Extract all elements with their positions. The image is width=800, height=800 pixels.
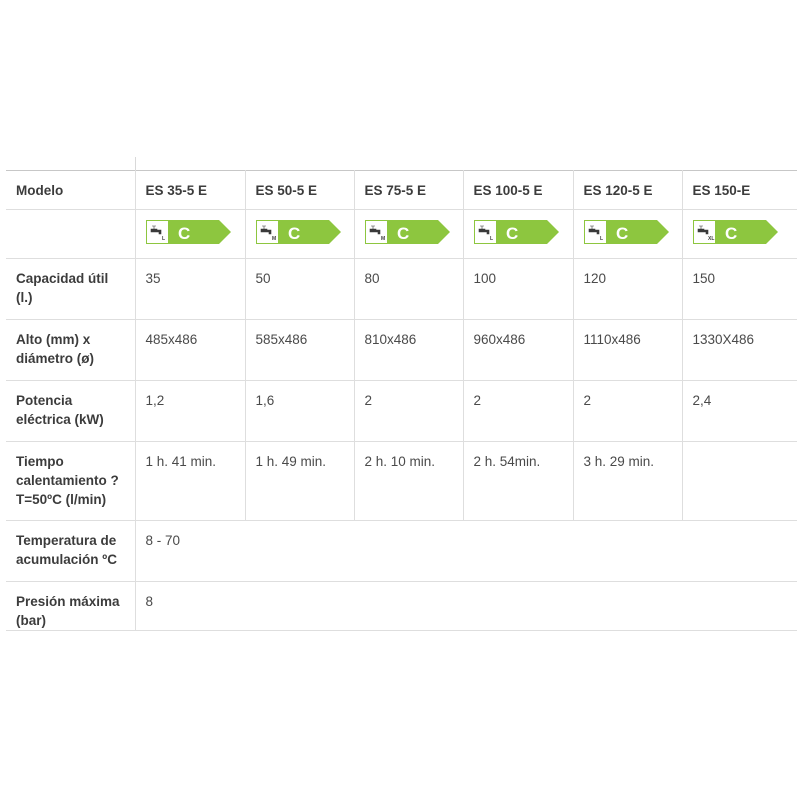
energy-class-letter: C [505,224,518,243]
column-header: ES 50-5 E [245,171,354,210]
table-cell: 35 [135,259,245,320]
spec-table [6,170,797,631]
table-cell: 1,6 [245,381,354,442]
tap-size-label: M [380,236,385,242]
energy-class-letter: C [724,224,737,243]
energy-cell [682,210,797,259]
table-cell: 1 h. 49 min. [245,442,354,521]
energy-cell [354,210,463,259]
energy-cell [573,210,682,259]
merged-value-cell: 8 [135,582,797,631]
header-label-modelo: Modelo [6,171,135,210]
table-cell: 150 [682,259,797,320]
energy-class-badge [365,220,451,244]
storage-temperature-row [6,521,797,582]
energy-label-row [6,210,797,259]
row-label-heating-time: Tiempo calentamiento ?T=50ºC (l/min) [6,442,135,521]
table-cell: 1330X486 [682,320,797,381]
energy-class-badge [474,220,560,244]
table-cell: 3 h. 29 min. [573,442,682,521]
row-label-dimensions: Alto (mm) x diámetro (ø) [6,320,135,381]
table-cell: 585x486 [245,320,354,381]
table-cell: 960x486 [463,320,573,381]
row-label-max-pressure: Presión máxima (bar) [6,582,135,631]
table-cell: 810x486 [354,320,463,381]
tap-size-label: L [161,236,165,242]
tap-size-label: L [489,236,493,242]
table-cell: 2 h. 10 min. [354,442,463,521]
max-pressure-row [6,582,797,631]
table-cell: 2 [463,381,573,442]
energy-class-letter: C [177,224,190,243]
table-cell: 1 h. 41 min. [135,442,245,521]
energy-class-badge [146,220,232,244]
energy-label-empty-cell [6,210,135,259]
tap-size-label: L [599,236,603,242]
heating-time-row [6,442,797,521]
row-label-capacity: Capacidad útil (l.) [6,259,135,320]
table-cell: 2 [573,381,682,442]
table-cell: 1110x486 [573,320,682,381]
energy-class-letter: C [396,224,409,243]
row-label-power: Potencia eléctrica (kW) [6,381,135,442]
table-cell: 120 [573,259,682,320]
capacity-row [6,259,797,320]
dimensions-row [6,320,797,381]
energy-class-letter: C [615,224,628,243]
table-cell: 485x486 [135,320,245,381]
table-cell: 2,4 [682,381,797,442]
table-cell [682,442,797,521]
column-header: ES 100-5 E [463,171,573,210]
tap-size-label: M [271,236,276,242]
table-cell: 2 h. 54min. [463,442,573,521]
energy-cell [463,210,573,259]
column-header: ES 120-5 E [573,171,682,210]
merged-value-cell: 8 - 70 [135,521,797,582]
column-header: ES 35-5 E [135,171,245,210]
row-label-storage-temperature: Temperatura de acumulación ºC [6,521,135,582]
table-cell: 1,2 [135,381,245,442]
table-cell: 50 [245,259,354,320]
top-divider-stub [135,157,136,171]
column-header: ES 75-5 E [354,171,463,210]
energy-class-badge [584,220,670,244]
energy-class-badge [256,220,342,244]
power-row [6,381,797,442]
table-cell: 2 [354,381,463,442]
table-cell: 80 [354,259,463,320]
header-row [6,171,797,210]
tap-size-label: XL [707,236,714,242]
table-cell: 100 [463,259,573,320]
energy-class-badge [693,220,779,244]
energy-cell [135,210,245,259]
column-header: ES 150-E [682,171,797,210]
energy-cell [245,210,354,259]
energy-class-letter: C [287,224,300,243]
